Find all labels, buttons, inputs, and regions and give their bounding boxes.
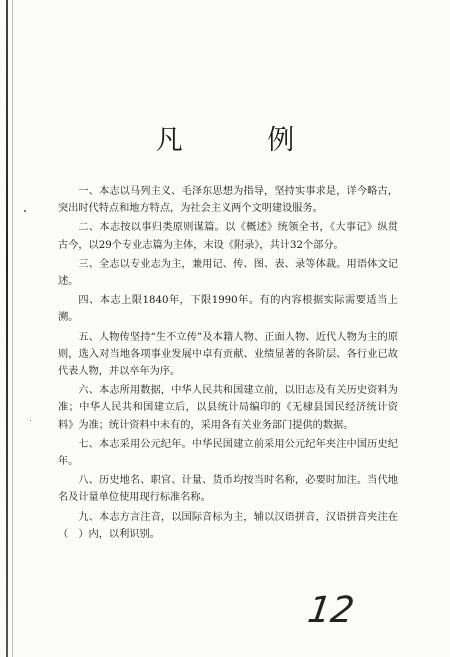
guideline-paragraph-3: 三、全志以专业志为主，兼用记、传、图、表、录等体裁。用语体文记述。 <box>58 258 398 288</box>
guideline-paragraph-4: 四、本志上限1840年，下限1990年。有的内容根据实际需要适当上溯。 <box>58 295 398 324</box>
page-title: 凡 例 <box>155 125 333 156</box>
guideline-paragraph-9: 九、本志方言注音，以国际音标为主，辅以汉语拼音，汉语拼音夹注在（ ）内，以利识别。 <box>58 511 398 540</box>
guidelines-body <box>58 183 398 543</box>
guideline-paragraph-6: 六、本志所用数据，中华人民共和国建立前，以旧志及有关历史资料为准；中华人民共和国建立后，以县统计局编印的《无棣县国民经济统计资料》为准；统计资料中未有的，采用各有关业务部门提供的数据。 <box>58 385 398 431</box>
handwritten-page-number: 12 <box>305 590 357 631</box>
guideline-paragraph-7: 七、本志采用公元纪年。中华民国建立前采用公元纪年夹注中国历史纪年。 <box>58 438 398 468</box>
guideline-paragraph-1: 一、本志以马列主义、毛泽东思想为指导，坚持实事求是，详今略古，突出时代特点和地方特点，为社会主义两个文明建设服务。 <box>58 186 398 215</box>
guideline-paragraph-2: 二、本志按以事归类原则谋篇。以《概述》统领全书，《大事记》纵贯古今，以29个专业志篇为主体，末设《附录》，共计32个部分。 <box>58 222 398 251</box>
scan-speck <box>30 420 31 421</box>
guideline-paragraph-5: 五、人物传坚持“生不立传”及本籍人物、正面人物、近代人物为主的原则，选入对当地各项事业发展中卓有贡献、业绩显著的各阶层、各行业已故代表人物，并以卒年为序。 <box>58 331 398 378</box>
scan-speck <box>24 210 26 212</box>
binding-edge-shadow <box>12 0 13 657</box>
binding-edge <box>6 0 8 657</box>
guideline-paragraph-8: 八、历史地名、职官、计量、货币均按当时名称，必要时加注。当代地名及计量单位使用现行标准名称。 <box>58 475 398 504</box>
